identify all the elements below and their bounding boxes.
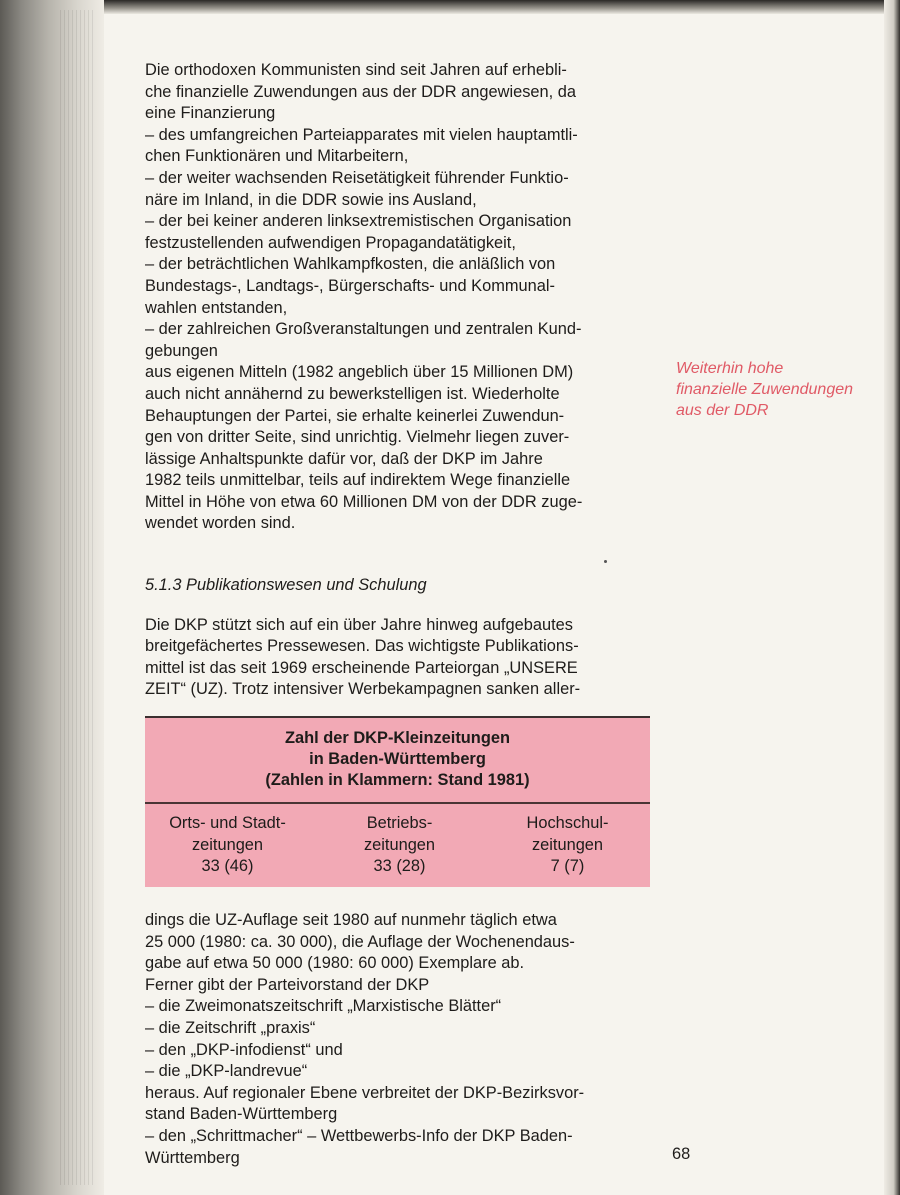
page-number: 68	[672, 1145, 691, 1163]
column-label: zeitungen	[363, 835, 436, 854]
text-line: dings die UZ-Auflage seit 1980 auf nunmehr täglich etwa	[145, 911, 557, 929]
margin-note-line: finanzielle Zuwendungen	[676, 381, 854, 398]
text-line: – die Zweimonatszeitschrift „Marxistische Blätter“	[145, 997, 502, 1016]
margin-note	[676, 358, 886, 421]
text-line: eine Finanzierung	[145, 104, 276, 123]
main-text-column	[145, 60, 650, 701]
text-line: Behauptungen der Partei, sie erhalte keinerlei Zuwendun-	[145, 406, 565, 425]
continued-text-column	[145, 910, 650, 1169]
print-speck	[604, 560, 607, 563]
text-line: heraus. Auf regionaler Ebene verbreitet der DKP-Bezirksvor-	[145, 1083, 585, 1102]
text-line: wahlen entstanden,	[145, 298, 288, 317]
column-value: 33 (46)	[201, 857, 254, 875]
table-title-line: (Zahlen in Klammern: Stand 1981)	[265, 771, 530, 789]
text-line: breitgefächertes Pressewesen. Das wichtigste Publikations-	[145, 637, 579, 656]
text-line: aus eigenen Mitteln (1982 angeblich über 15 Millionen DM)	[145, 363, 574, 382]
column-label: Orts- und Stadt-	[169, 814, 286, 832]
text-line: – die „DKP-landrevue“	[145, 1062, 308, 1081]
table-divider-rule	[145, 802, 650, 804]
table-title	[145, 728, 650, 791]
text-line: Württemberg	[145, 1148, 240, 1167]
table-column-university-papers	[485, 813, 650, 878]
text-line: wendet worden sind.	[145, 514, 296, 533]
text-line: – den „DKP-infodienst“ und	[145, 1040, 343, 1059]
column-label: zeitungen	[531, 835, 604, 854]
text-line: Mittel in Höhe von etwa 60 Millionen DM von der DDR zuge-	[145, 492, 583, 511]
text-line: näre im Inland, in die DDR sowie ins Ausland,	[145, 190, 477, 209]
text-line: – der bei keiner anderen linksextremistischen Organisation	[145, 212, 572, 231]
paragraph-press	[145, 615, 650, 701]
table-title-line: in Baden-Württemberg	[309, 750, 486, 768]
text-line: Die orthodoxen Kommunisten sind seit Jahren auf erhebli-	[145, 61, 567, 79]
text-line: – der beträchtlichen Wahlkampfkosten, die anläßlich von	[145, 255, 556, 274]
text-line: – den „Schrittmacher“ – Wettbewerbs-Info der DKP Baden-	[145, 1126, 573, 1145]
text-line: gen von dritter Seite, sind unrichtig. Vielmehr liegen zuver-	[145, 428, 570, 447]
text-line: mittel ist das seit 1969 erscheinende Parteiorgan „UNSERE	[145, 658, 578, 677]
paragraph-funding	[145, 60, 650, 535]
book-spine-shadow	[0, 0, 104, 1195]
text-line: festzustellenden aufwendigen Propagandatätigkeit,	[145, 233, 516, 252]
column-label: Hochschul-	[526, 814, 609, 832]
text-line: – des umfangreichen Parteiapparates mit vielen hauptamtli-	[145, 125, 578, 144]
table-title-line: Zahl der DKP-Kleinzeitungen	[285, 729, 510, 747]
text-line: – der zahlreichen Großveranstaltungen und zentralen Kund-	[145, 320, 582, 339]
section-heading: 5.1.3 Publikationswesen und Schulung	[145, 576, 427, 595]
page-right-edge	[884, 0, 900, 1195]
margin-note-line: Weiterhin hohe	[676, 360, 784, 377]
text-line: 25 000 (1980: ca. 30 000), die Auflage der Wochenendaus-	[145, 932, 575, 951]
table-top-rule	[145, 716, 650, 718]
text-line: stand Baden-Württemberg	[145, 1105, 338, 1124]
column-label: Betriebs-	[366, 814, 433, 832]
text-line: 1982 teils unmittelbar, teils auf indirektem Wege finanzielle	[145, 471, 571, 490]
text-line: – die Zeitschrift „praxis“	[145, 1018, 316, 1037]
text-line: – der weiter wachsenden Reisetätigkeit führender Funktio-	[145, 168, 569, 187]
column-value: 7 (7)	[550, 857, 585, 875]
text-line: lässige Anhaltspunkte dafür vor, daß der DKP im Jahre	[145, 449, 543, 468]
text-line: gabe auf etwa 50 000 (1980: 60 000) Exemplare ab.	[145, 954, 525, 973]
newspaper-count-table	[145, 716, 650, 887]
text-line: chen Funktionären und Mitarbeitern,	[145, 147, 409, 166]
text-line: ZEIT“ (UZ). Trotz intensiver Werbekampagnen sanken aller-	[145, 680, 581, 699]
column-value: 33 (28)	[373, 857, 426, 875]
margin-note-line: aus der DDR	[676, 402, 769, 419]
text-line: che finanzielle Zuwendungen aus der DDR angewiesen, da	[145, 82, 576, 101]
text-line: Ferner gibt der Parteivorstand der DKP	[145, 975, 430, 994]
column-label: zeitungen	[191, 835, 264, 854]
text-line: auch nicht annähernd zu bewerkstelligen ist. Wiederholte	[145, 384, 560, 403]
text-line: gebungen	[145, 341, 218, 360]
table-column-company-papers	[317, 813, 482, 878]
table-column-local-papers	[145, 813, 310, 878]
text-line: Bundestags-, Landtags-, Bürgerschafts- und Kommunal-	[145, 276, 555, 295]
text-line: Die DKP stützt sich auf ein über Jahre hinweg aufgebautes	[145, 615, 573, 634]
page-top-edge	[0, 0, 900, 14]
